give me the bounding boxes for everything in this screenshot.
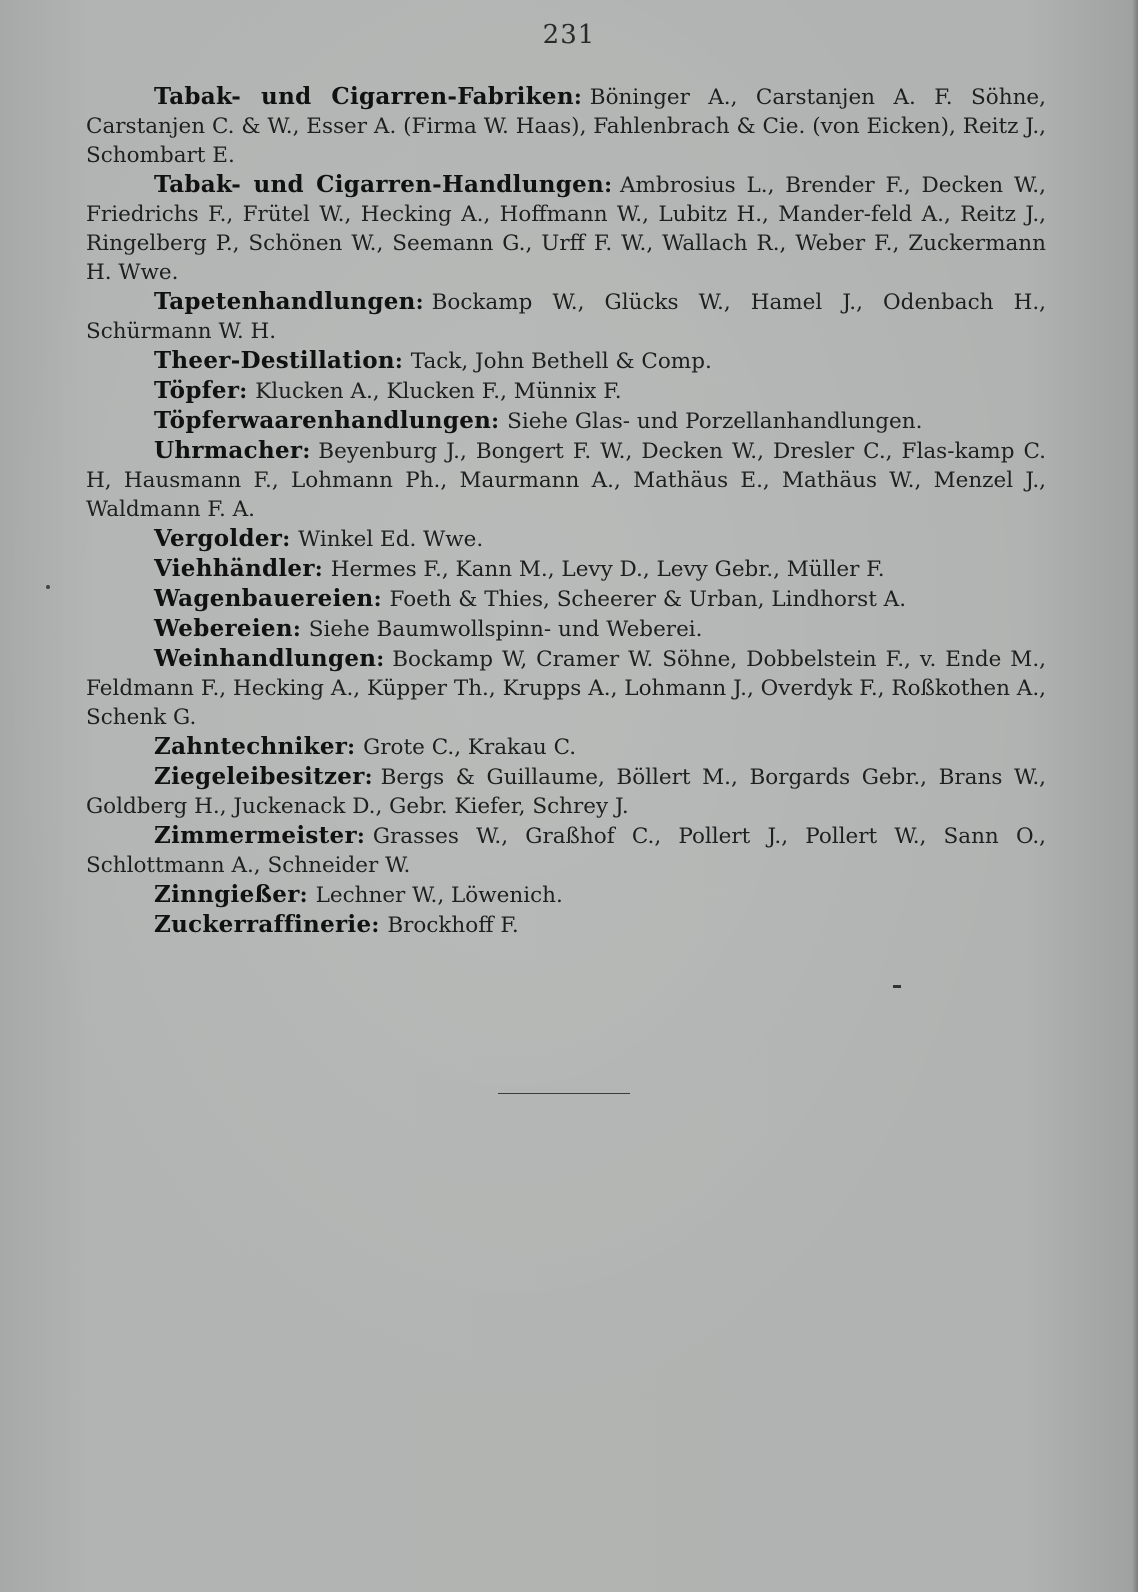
- entry-names: Foeth & Thies, Scheerer & Urban, Lindhorst A.: [389, 587, 907, 612]
- page-number: 231: [542, 20, 596, 50]
- directory-entry: Zahntechniker: Grote C., Krakau C.: [154, 733, 577, 760]
- print-speck: [893, 985, 901, 988]
- entry-category: Weinhandlungen: [154, 645, 377, 672]
- directory-entry: Zuckerraffinerie: Brockhoff F.: [154, 911, 519, 938]
- entry-category: Töpfer: [154, 377, 240, 404]
- entry-category: Ziegeleibesitzer: [154, 763, 365, 790]
- entry-category: Töpferwaarenhandlungen: [154, 407, 492, 434]
- entry-names: Siehe Baumwollspinn- und Weberei.: [308, 617, 703, 642]
- entry-category: Zahntechniker: [154, 733, 348, 760]
- entry-category: Zuckerraffinerie: [154, 911, 372, 938]
- directory-entry: Viehhändler: Hermes F., Kann M., Levy D., Levy Gebr., Müller F.: [154, 555, 885, 582]
- entry-names: Tack, John Bethell & Comp.: [410, 349, 712, 374]
- entry-category: Vergolder: [154, 525, 283, 552]
- directory-entry: Theer-Destillation: Tack, John Bethell & Comp.: [154, 347, 712, 374]
- directory-entry: Töpfer: Klucken A., Klucken F., Münnix F.: [154, 377, 622, 404]
- entry-category: Webereien: [154, 615, 293, 642]
- entry-names: Grote C., Krakau C.: [363, 735, 577, 760]
- entry-category: Theer-Destillation: [154, 347, 395, 374]
- entry-category: Tabak- und Cigarren-Handlungen: [154, 171, 605, 198]
- entry-names: Bergs & Guillaume, Böllert M., Borgards Gebr., Brans W., Goldberg H., Juckenack D., Gebr. Kiefer, Schrey J.: [86, 765, 1046, 819]
- entry-names: Winkel Ed. Wwe.: [298, 527, 484, 552]
- entry-names: Grasses W., Graßhof C., Pollert J., Pollert W., Sann O., Schlottmann A., Schneider W.: [86, 824, 1046, 878]
- directory-entry: Webereien: Siehe Baumwollspinn- und Weberei.: [154, 615, 703, 642]
- entry-names: Ambrosius L., Brender F., Decken W., Friedrichs F., Frütel W., Hecking A., Hoffmann W., Lubitz H., Mander-feld A., Reitz J., Ringelberg P., Schönen W., Seemann G., Urff F. W., Wallach R., Weber F., Zuckermann H. Wwe.: [86, 173, 1046, 285]
- entry-category: Uhrmacher: [154, 437, 303, 464]
- page-edge-shadow: [1132, 0, 1138, 1592]
- directory-entry: Vergolder: Winkel Ed. Wwe.: [154, 525, 484, 552]
- entry-category: Wagenbauereien: [154, 585, 374, 612]
- entry-names: Brockhoff F.: [387, 913, 519, 938]
- directory-entry: Tapetenhandlungen: Bockamp W., Glücks W., Hamel J., Odenbach H., Schürmann W. H.: [86, 288, 1046, 344]
- entry-names: Klucken A., Klucken F., Münnix F.: [255, 379, 622, 404]
- entry-names: Bockamp W., Glücks W., Hamel J., Odenbach H., Schürmann W. H.: [86, 290, 1046, 344]
- entry-category: Tabak- und Cigarren-Fabriken: [154, 83, 574, 110]
- entry-category: Zimmermeister: [154, 822, 357, 849]
- directory-entry: Tabak- und Cigarren-Handlungen: Ambrosius L., Brender F., Decken W., Friedrichs F., Frütel W., Hecking A., Hoffmann W., Lubitz H., Mander-feld A., Reitz J., Ringelberg P., Schönen W., Seemann G., Urff F. W., Wallach R., Weber F., Zuckermann H. Wwe.: [86, 171, 1046, 285]
- entry-names: Siehe Glas- und Porzellanhandlungen.: [507, 409, 923, 434]
- directory-entry: Uhrmacher: Beyenburg J., Bongert F. W., Decken W., Dresler C., Flas-kamp C. H, Hausmann F., Lohmann Ph., Maurmann A., Mathäus E., Mathäus W., Menzel J., Waldmann F. A.: [86, 437, 1046, 522]
- directory-entry: Zimmermeister: Grasses W., Graßhof C., Pollert J., Pollert W., Sann O., Schlottmann A., Schneider W.: [86, 822, 1046, 878]
- entry-category: Tapetenhandlungen: [154, 288, 416, 315]
- section-divider-rule: [498, 1093, 630, 1094]
- directory-entry: Wagenbauereien: Foeth & Thies, Scheerer & Urban, Lindhorst A.: [154, 585, 907, 612]
- print-speck: [46, 585, 50, 589]
- entry-names: Bockamp W, Cramer W. Söhne, Dobbelstein F., v. Ende M., Feldmann F., Hecking A., Küpper Th., Krupps A., Lohmann J., Overdyk F., Roßkothen A., Schenk G.: [86, 647, 1046, 730]
- directory-listing: [86, 82, 1046, 940]
- directory-entry: Tabak- und Cigarren-Fabriken: Böninger A., Carstanjen A. F. Söhne, Carstanjen C. & W., Esser A. (Firma W. Haas), Fahlenbrach & Cie. (von Eicken), Reitz J., Schombart E.: [86, 83, 1046, 168]
- entry-category: Viehhändler: [154, 555, 315, 582]
- directory-entry: Weinhandlungen: Bockamp W, Cramer W. Söhne, Dobbelstein F., v. Ende M., Feldmann F., Hecking A., Küpper Th., Krupps A., Lohmann J., Overdyk F., Roßkothen A., Schenk G.: [86, 645, 1046, 730]
- directory-entry: Ziegeleibesitzer: Bergs & Guillaume, Böllert M., Borgards Gebr., Brans W., Goldberg H., Juckenack D., Gebr. Kiefer, Schrey J.: [86, 763, 1046, 819]
- entry-names: Hermes F., Kann M., Levy D., Levy Gebr., Müller F.: [330, 557, 885, 582]
- entry-category: Zinngießer: [154, 881, 300, 908]
- entry-names: Lechner W., Löwenich.: [315, 883, 563, 908]
- entry-names: Böninger A., Carstanjen A. F. Söhne, Carstanjen C. & W., Esser A. (Firma W. Haas), Fahlenbrach & Cie. (von Eicken), Reitz J., Schombart E.: [86, 85, 1046, 168]
- directory-entry: Zinngießer: Lechner W., Löwenich.: [154, 881, 563, 908]
- directory-entry: Töpferwaarenhandlungen: Siehe Glas- und Porzellanhandlungen.: [154, 407, 923, 434]
- entry-names: Beyenburg J., Bongert F. W., Decken W., Dresler C., Flas-kamp C. H, Hausmann F., Lohmann Ph., Maurmann A., Mathäus E., Mathäus W., Menzel J., Waldmann F. A.: [86, 439, 1046, 522]
